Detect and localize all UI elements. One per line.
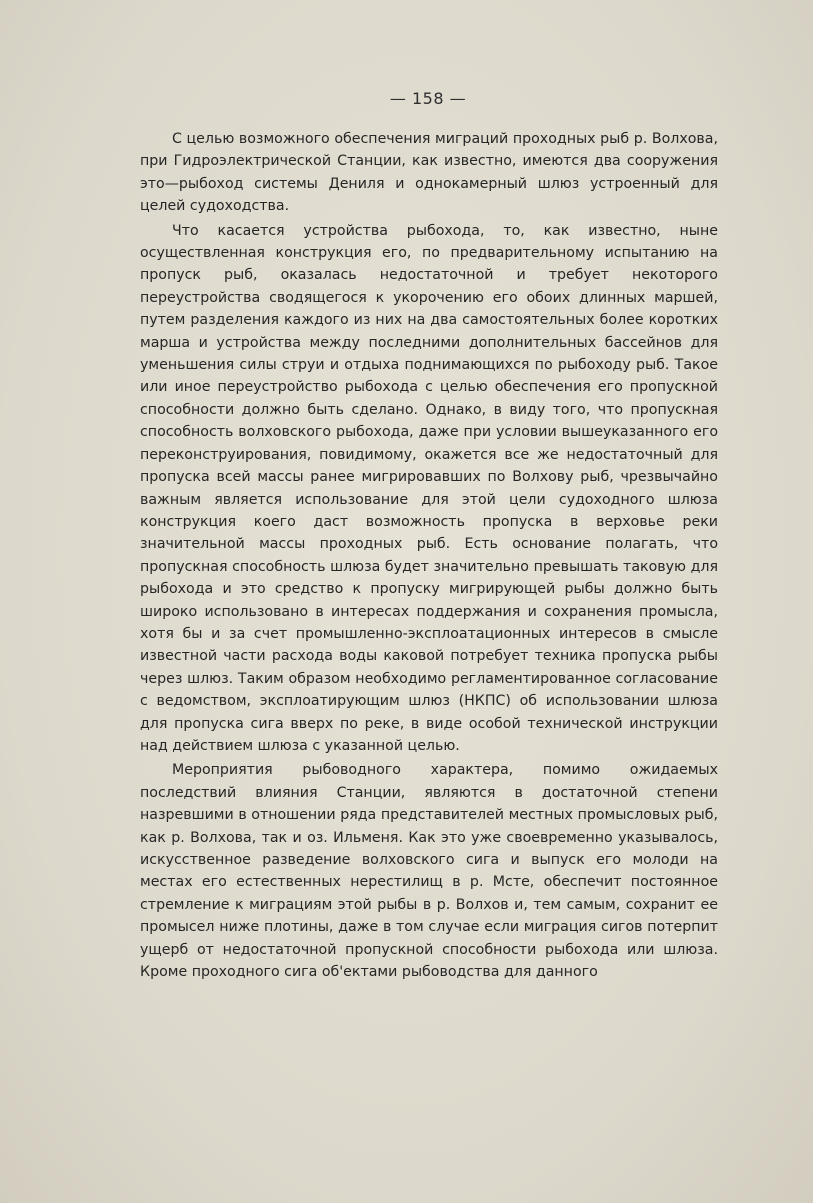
- page-number: — 158 —: [389, 89, 467, 108]
- paragraph-fish-migration-structures: С целью возможного обеспечения миграций проходных рыб р. Волхова, при Гидроэлектрической Станции, как известно, имеются два сооружения это—рыбоход системы Дениля и однокамерный шлюз устроенный для целей судоходства.: [140, 131, 718, 215]
- paragraph-fish-breeding-measures: Мероприятия рыбоводного характера, помимо ожидаемых последствий влияния Станции, являются в достаточной степени назревшими в отношении ряда представителей местных промысловых рыб, как р. Волхова, так и оз. Ильменя. Как это уже своевременно указывалось, искусственное разведение волховского сига и выпуск его молоди на местах его естественных нерестилищ в р. Мсте, обеспечит постоянное стремление к миграциям этой рыбы в р. Волхов и, тем самым, сохранит ее промысел ниже плотины, даже в том случае если миграция сигов потерпит ущерб от недостаточной пропускной способности рыбохода или шлюза. Кроме проходного сига об'ектами рыбоводства для данного: [140, 762, 718, 981]
- body-text: [140, 128, 718, 983]
- paragraph-fish-pass-reconstruction: Что касается устройства рыбохода, то, как известно, ныне осуществленная конструкция его, по предварительному испытанию на пропуск рыб, оказалась недостаточной и требует некоторого переустройства сводящегося к укорочению его обоих длинных маршей, путем разделения каждого из них на два самостоятельных более коротких марша и устройства между последними дополнительных бассейнов для уменьшения силы струи и отдыха поднимающихся по рыбоходу рыб. Такое или иное переустройство рыбохода с целью обеспечения его пропускной способности должно быть сделано. Однако, в виду того, что пропускная способность волховского рыбохода, даже при условии вышеуказанного его переконструирования, повидимому, окажется все же недостаточный для пропуска всей массы ранее мигрировавших по Волхову рыб, чрезвычайно важным является использование для этой цели судоходного шлюза конструкция коего даст возможность пропуска в верховье реки значительной массы проходных рыб. Есть основание полагать, что пропускная способность шлюза будет значительно превышать таковую для рыбохода и это средство к пропуску мигрирующей рыбы должно быть широко использовано в интересах поддержания и сохранения промысла, хотя бы и за счет промышленно-эксплоатационных интересов в смысле известной части расхода воды каковой потребует техника пропуска рыбы через шлюз. Таким образом необходимо регламентированное согласование с ведомством, эксплоатирующим шлюз (НКПС) об использовании шлюза для пропуска сига вверх по реке, в виде особой технической инструкции над действием шлюза с указанной целью.: [140, 222, 718, 754]
